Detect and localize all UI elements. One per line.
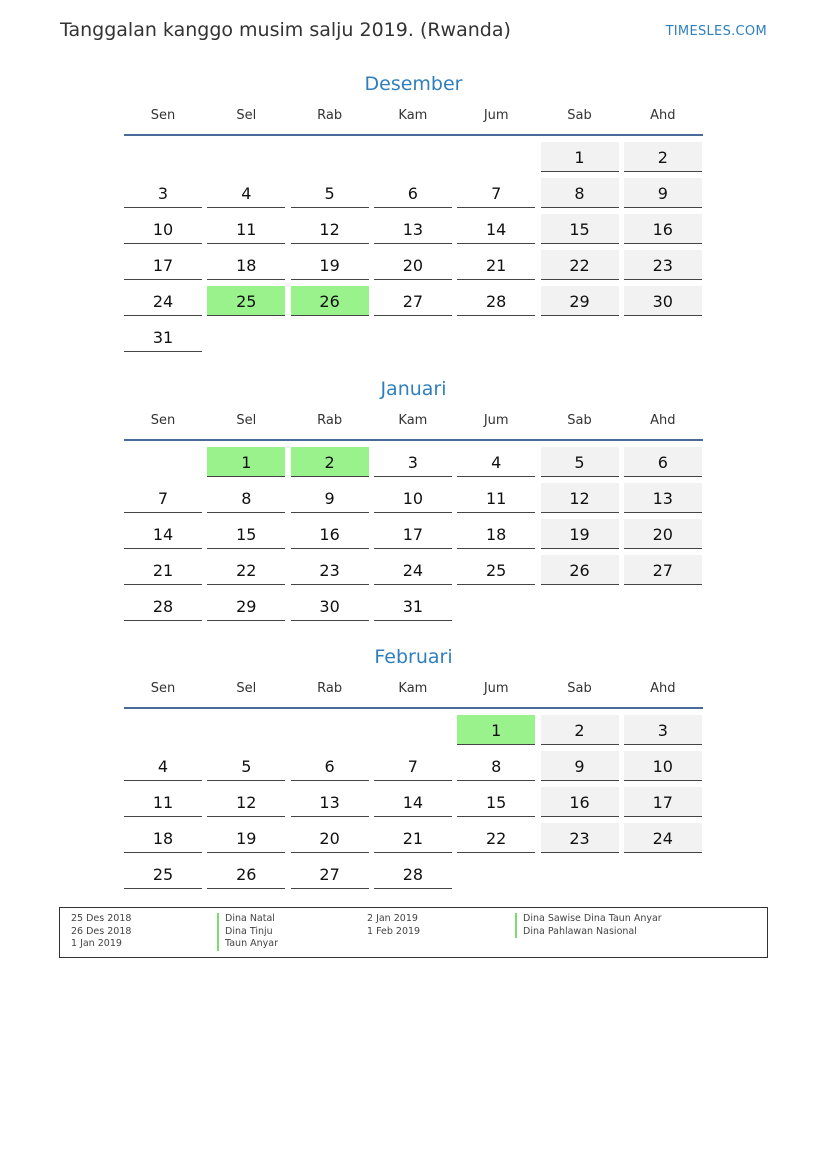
day-cell: 8 — [457, 751, 535, 781]
weekday-label: Sen — [150, 681, 176, 696]
weekday-label: Rab — [317, 681, 343, 696]
day-cell: 7 — [457, 178, 535, 208]
day-cell: 3 — [374, 447, 452, 477]
day-cell: 26 — [541, 555, 619, 585]
day-cell: 24 — [374, 555, 452, 585]
day-cell: 10 — [624, 751, 702, 781]
weekday-header-row — [124, 680, 703, 709]
legend-date: 2 Jan 2019 — [367, 913, 418, 924]
day-cell: 9 — [541, 751, 619, 781]
day-cell: 20 — [291, 823, 369, 853]
day-cell: 21 — [374, 823, 452, 853]
page-title: Tanggalan kanggo musim salju 2019. (Rwanda) — [60, 19, 511, 41]
day-cell: 17 — [624, 787, 702, 817]
day-cell: 23 — [291, 555, 369, 585]
day-cell: 2 — [624, 142, 702, 172]
month-title: Januari — [380, 378, 447, 400]
day-cell: 24 — [124, 286, 202, 316]
day-cell: 19 — [541, 519, 619, 549]
day-cell: 20 — [374, 250, 452, 280]
day-cell: 13 — [374, 214, 452, 244]
day-cell: 21 — [457, 250, 535, 280]
weekday-label: Ahd — [650, 413, 676, 428]
day-cell: 23 — [541, 823, 619, 853]
weekday-label: Sab — [567, 681, 592, 696]
day-cell: 14 — [374, 787, 452, 817]
weekday-header-row — [124, 107, 703, 136]
holiday-day-cell: 25 — [207, 286, 285, 316]
day-cell: 26 — [207, 859, 285, 889]
day-cell: 21 — [124, 555, 202, 585]
day-cell: 28 — [124, 591, 202, 621]
month-title: Februari — [374, 646, 453, 668]
day-cell: 16 — [291, 519, 369, 549]
legend-date: 1 Feb 2019 — [367, 925, 421, 937]
day-cell: 23 — [624, 250, 702, 280]
day-cell: 22 — [457, 823, 535, 853]
day-cell: 3 — [124, 178, 202, 208]
weekday-label: Sen — [150, 108, 176, 123]
day-cell: 6 — [374, 178, 452, 208]
weekday-label: Rab — [317, 108, 343, 123]
legend-holiday-name: Dina Natal — [217, 913, 275, 926]
weekday-label: Sab — [567, 108, 592, 123]
weekday-header-row — [124, 412, 703, 441]
day-cell: 4 — [207, 178, 285, 208]
weekday-label: Ahd — [650, 108, 676, 123]
day-cell: 28 — [457, 286, 535, 316]
weekday-label: Kam — [398, 681, 428, 696]
day-cell: 1 — [541, 142, 619, 172]
day-cell: 27 — [291, 859, 369, 889]
day-cell: 5 — [541, 447, 619, 477]
legend-holiday-name: Dina Tinju — [217, 926, 273, 939]
day-cell: 10 — [124, 214, 202, 244]
day-cell: 18 — [457, 519, 535, 549]
day-cell: 5 — [291, 178, 369, 208]
weekday-label: Ahd — [650, 681, 676, 696]
day-cell: 19 — [291, 250, 369, 280]
holiday-legend — [59, 907, 768, 958]
weekday-label: Jum — [483, 413, 509, 428]
day-cell: 31 — [124, 322, 202, 352]
legend-holiday-name: Dina Pahlawan Nasional — [515, 926, 637, 939]
day-cell: 13 — [291, 787, 369, 817]
weekday-label: Jum — [483, 108, 509, 123]
day-cell: 27 — [624, 555, 702, 585]
weekday-label: Sel — [236, 413, 257, 428]
month-calendar — [124, 643, 703, 895]
day-grid — [124, 709, 703, 895]
day-cell: 9 — [624, 178, 702, 208]
day-cell: 3 — [624, 715, 702, 745]
day-cell: 27 — [374, 286, 452, 316]
site-link[interactable]: TIMESLES.COM — [665, 24, 767, 39]
day-cell: 4 — [457, 447, 535, 477]
day-cell: 11 — [124, 787, 202, 817]
holiday-day-cell: 1 — [207, 447, 285, 477]
legend-date: 1 Jan 2019 — [71, 938, 122, 949]
month-calendar — [124, 70, 703, 358]
day-cell: 17 — [124, 250, 202, 280]
weekday-label: Jum — [483, 681, 509, 696]
day-cell: 12 — [291, 214, 369, 244]
day-cell: 18 — [124, 823, 202, 853]
weekday-label: Kam — [398, 413, 428, 428]
weekday-label: Sel — [236, 108, 257, 123]
legend-date: 25 Des 2018 — [71, 913, 132, 924]
day-cell: 16 — [624, 214, 702, 244]
legend-holiday-name: Taun Anyar — [217, 938, 278, 951]
day-cell: 5 — [207, 751, 285, 781]
day-cell: 4 — [124, 751, 202, 781]
day-cell: 22 — [207, 555, 285, 585]
weekday-label: Sel — [236, 681, 257, 696]
month-calendar — [124, 375, 703, 627]
weekday-label: Rab — [317, 413, 343, 428]
day-grid — [124, 136, 703, 358]
day-cell: 19 — [207, 823, 285, 853]
day-cell: 15 — [207, 519, 285, 549]
day-cell: 8 — [207, 483, 285, 513]
month-title: Desember — [364, 73, 463, 95]
day-cell: 14 — [457, 214, 535, 244]
day-cell: 12 — [207, 787, 285, 817]
day-cell: 7 — [124, 483, 202, 513]
day-cell: 11 — [457, 483, 535, 513]
weekday-label: Sab — [567, 413, 592, 428]
holiday-day-cell: 26 — [291, 286, 369, 316]
day-cell: 2 — [541, 715, 619, 745]
day-cell: 28 — [374, 859, 452, 889]
legend-holiday-name: Dina Sawise Dina Taun Anyar — [515, 913, 662, 926]
day-cell: 13 — [624, 483, 702, 513]
weekday-label: Sen — [150, 413, 176, 428]
day-cell: 9 — [291, 483, 369, 513]
day-cell: 14 — [124, 519, 202, 549]
day-cell: 11 — [207, 214, 285, 244]
day-cell: 29 — [207, 591, 285, 621]
day-cell: 10 — [374, 483, 452, 513]
day-cell: 29 — [541, 286, 619, 316]
day-cell: 31 — [374, 591, 452, 621]
day-cell: 18 — [207, 250, 285, 280]
day-cell: 6 — [624, 447, 702, 477]
day-cell: 15 — [457, 787, 535, 817]
day-cell: 24 — [624, 823, 702, 853]
day-cell: 16 — [541, 787, 619, 817]
day-grid — [124, 441, 703, 627]
holiday-day-cell: 2 — [291, 447, 369, 477]
day-cell: 7 — [374, 751, 452, 781]
holiday-day-cell: 1 — [457, 715, 535, 745]
day-cell: 30 — [291, 591, 369, 621]
weekday-label: Kam — [398, 108, 428, 123]
legend-date: 26 Des 2018 — [71, 925, 132, 937]
day-cell: 8 — [541, 178, 619, 208]
day-cell: 30 — [624, 286, 702, 316]
day-cell: 22 — [541, 250, 619, 280]
day-cell: 25 — [124, 859, 202, 889]
day-cell: 15 — [541, 214, 619, 244]
day-cell: 25 — [457, 555, 535, 585]
day-cell: 6 — [291, 751, 369, 781]
day-cell: 17 — [374, 519, 452, 549]
day-cell: 12 — [541, 483, 619, 513]
day-cell: 20 — [624, 519, 702, 549]
